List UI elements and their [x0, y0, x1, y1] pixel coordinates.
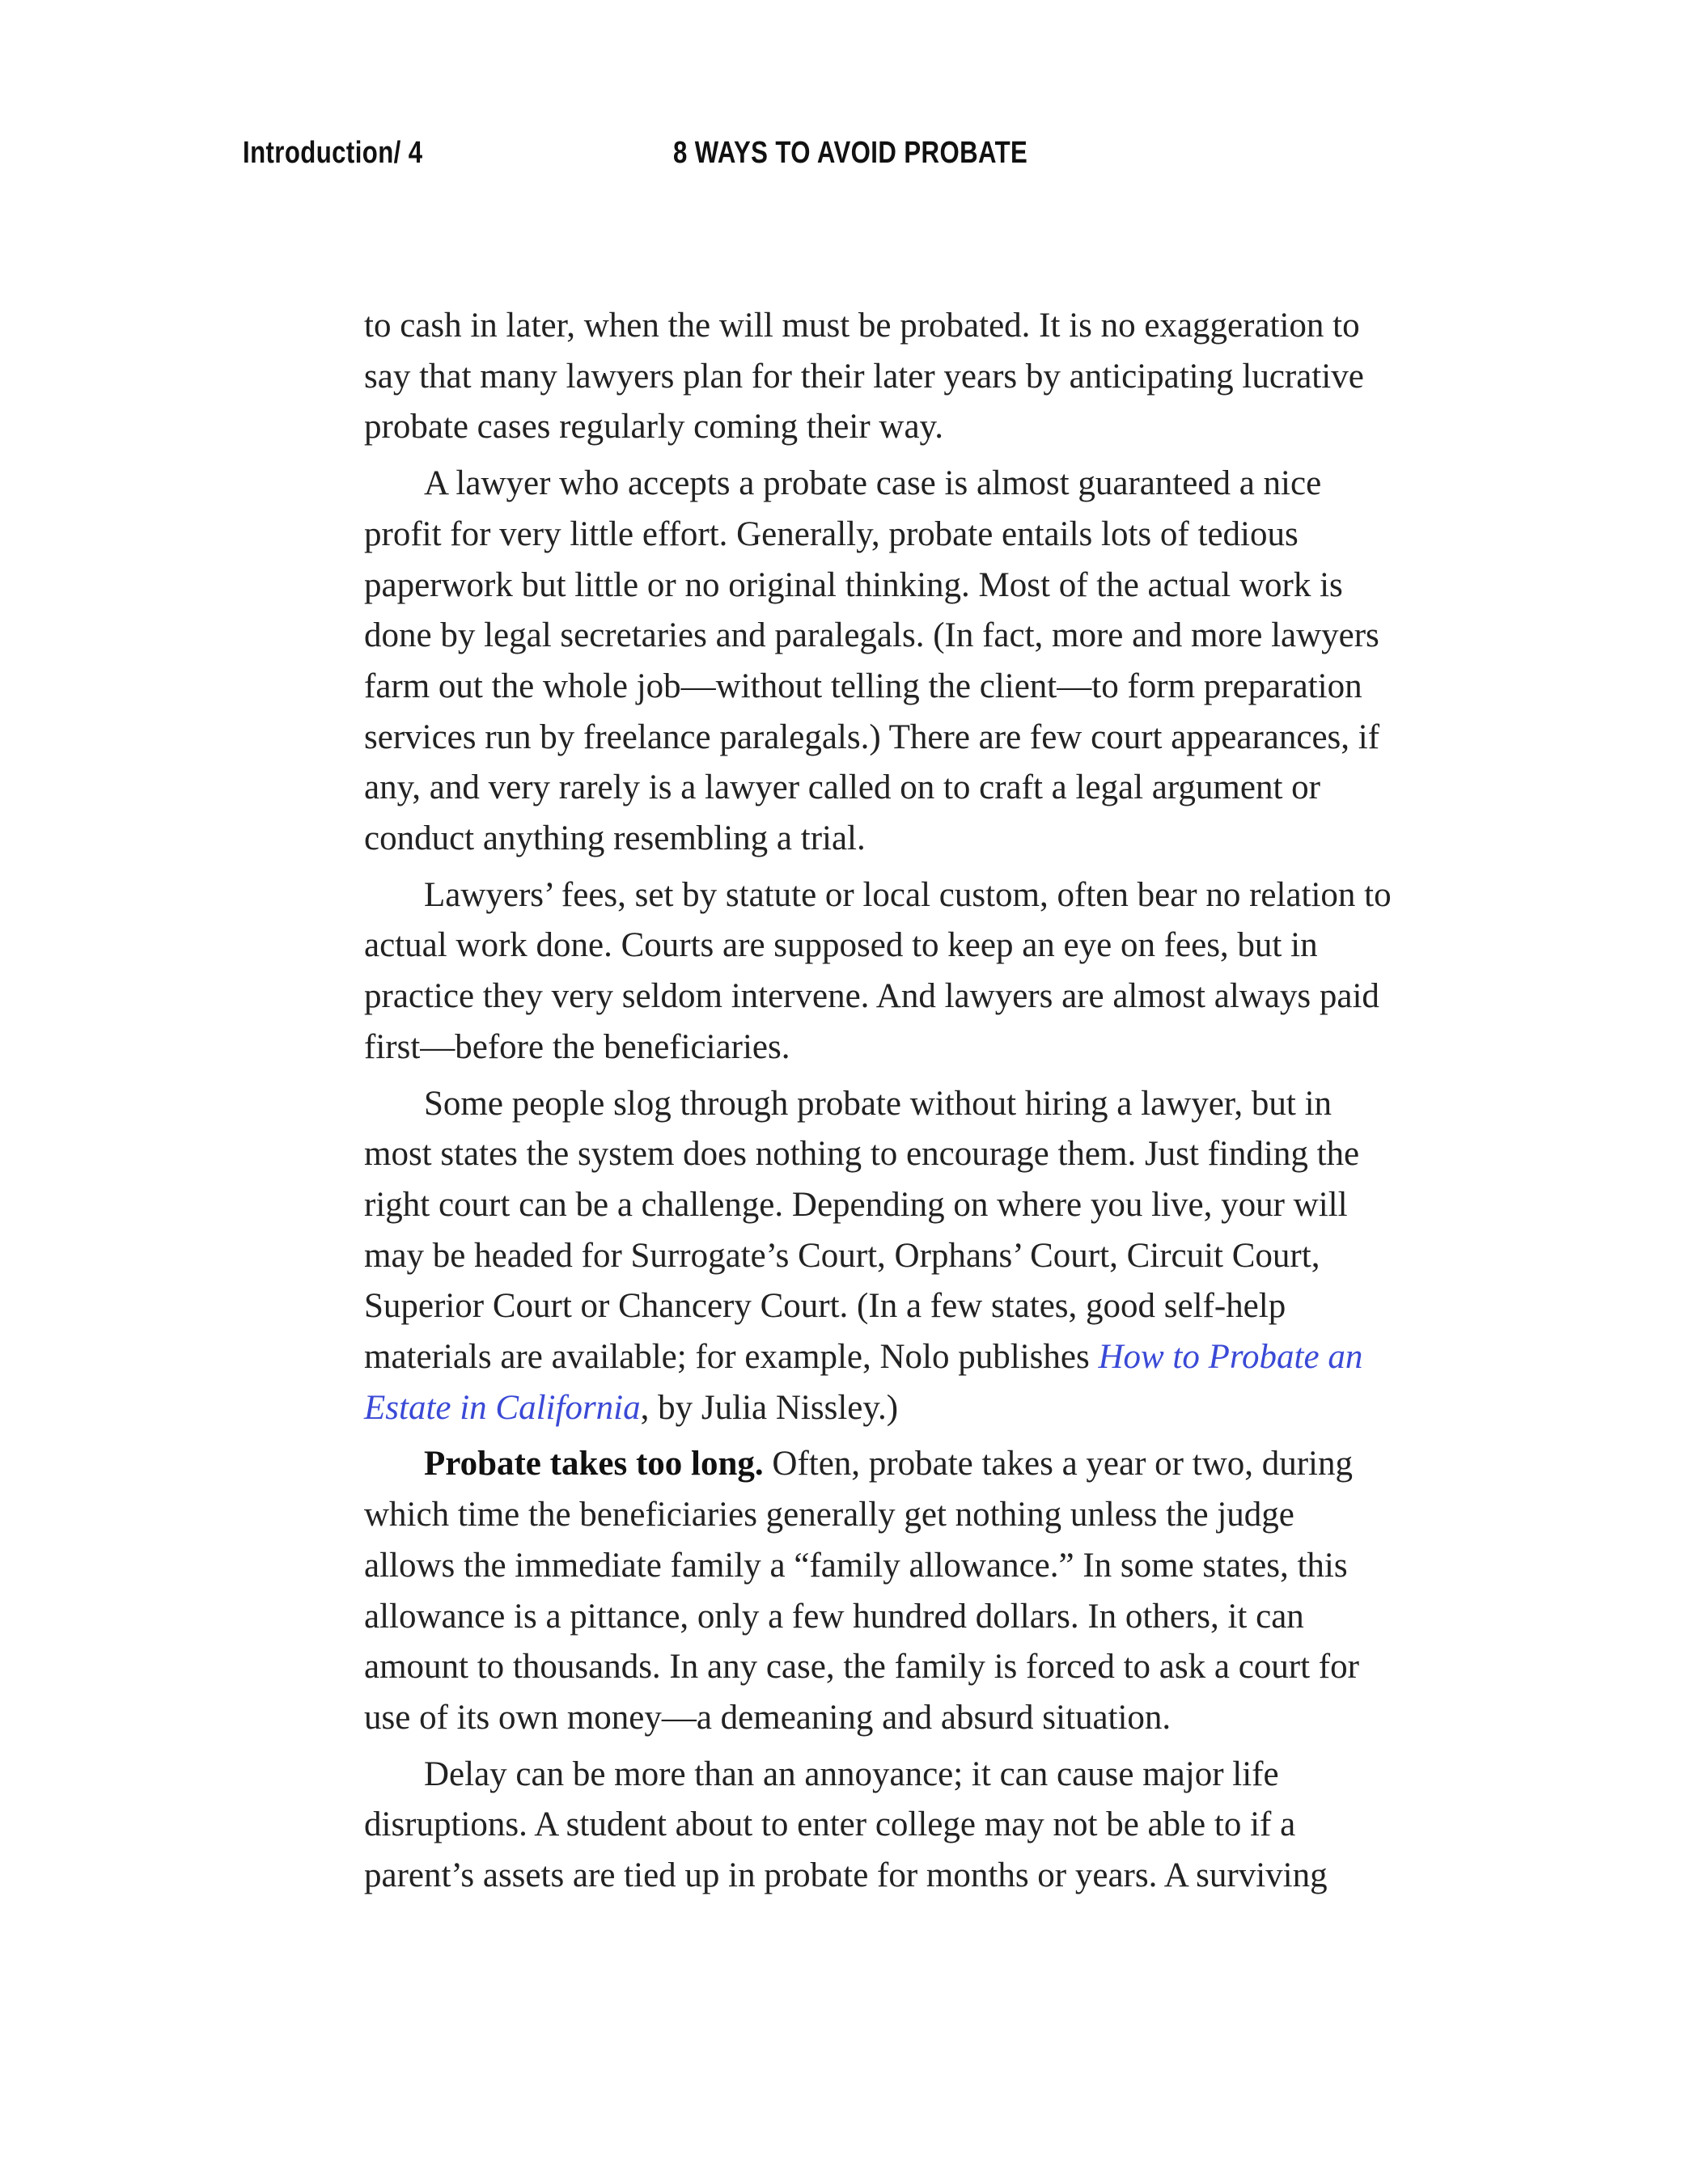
text-line-with-link	[364, 1383, 1456, 1434]
paragraph-6	[364, 1750, 1456, 1902]
text-line-with-lead	[364, 1439, 1456, 1490]
book-title: 8 WAYS TO AVOID PROBATE	[673, 136, 1028, 170]
text-line: farm out the whole job—without telling the client—to form preparation	[364, 667, 1362, 705]
text-line: most states the system does nothing to encourage them. Just finding the	[364, 1135, 1360, 1174]
text-line: Superior Court or Chancery Court. (In a few states, good self-help	[364, 1287, 1286, 1326]
section-page-label: Introduction/ 4	[243, 136, 423, 170]
text-fragment: Often, probate takes a year or two, during	[763, 1445, 1353, 1484]
body-text	[364, 301, 1456, 1907]
text-line: probate cases regularly coming their way.	[364, 408, 943, 447]
text-line: Lawyers’ fees, set by statute or local custom, often bear no relation to	[424, 875, 1392, 914]
paragraph-5	[364, 1439, 1456, 1743]
text-line: conduct anything resembling a trial.	[364, 819, 866, 858]
text-line: done by legal secretaries and paralegals. (In fact, more and more lawyers	[364, 616, 1379, 655]
paragraph-2	[364, 459, 1456, 865]
text-fragment: , by Julia Nissley.)	[640, 1388, 899, 1427]
text-line: Delay can be more than an annoyance; it can cause major life	[424, 1754, 1279, 1793]
book-title-link[interactable]: How to Probate an	[1098, 1338, 1363, 1377]
text-line: use of its own money—a demeaning and absurd situation.	[364, 1698, 1172, 1737]
text-fragment: materials are available; for example, Nolo publishes	[364, 1338, 1099, 1377]
text-line-with-link	[364, 1332, 1456, 1383]
text-line: say that many lawyers plan for their later years by anticipating lucrative	[364, 357, 1364, 396]
text-line: amount to thousands. In any case, the family is forced to ask a court for	[364, 1648, 1359, 1687]
text-line: disruptions. A student about to enter college may not be able to if a	[364, 1805, 1296, 1844]
paragraph-1	[364, 301, 1456, 453]
text-line: may be headed for Surrogate’s Court, Orphans’ Court, Circuit Court,	[364, 1236, 1320, 1275]
text-line: parent’s assets are tied up in probate for months or years. A surviving	[364, 1856, 1328, 1895]
book-title-link-continued[interactable]: Estate in California	[364, 1388, 641, 1427]
text-line: practice they very seldom intervene. And lawyers are almost always paid	[364, 977, 1379, 1016]
paragraph-3	[364, 870, 1456, 1073]
text-line: services run by freelance paralegals.) There are few court appearances, if	[364, 717, 1380, 756]
text-line: allowance is a pittance, only a few hundred dollars. In others, it can	[364, 1597, 1304, 1636]
lead-in-heading: Probate takes too long.	[424, 1445, 764, 1484]
text-line: any, and very rarely is a lawyer called on to craft a legal argument or	[364, 768, 1320, 807]
running-head	[0, 136, 1699, 184]
text-line: profit for very little effort. Generally, probate entails lots of tedious	[364, 514, 1299, 553]
text-line: paperwork but little or no original thinking. Most of the actual work is	[364, 565, 1343, 604]
text-line: first—before the beneficiaries.	[364, 1027, 790, 1066]
text-line: which time the beneficiaries generally get nothing unless the judge	[364, 1496, 1294, 1534]
text-line: right court can be a challenge. Depending on where you live, your will	[364, 1185, 1348, 1224]
paragraph-4	[364, 1079, 1456, 1434]
text-line: to cash in later, when the will must be probated. It is no exaggeration to	[364, 307, 1360, 345]
text-line: allows the immediate family a “family allowance.” In some states, this	[364, 1546, 1348, 1585]
text-line: A lawyer who accepts a probate case is almost guaranteed a nice	[424, 464, 1322, 503]
text-line: Some people slog through probate without hiring a lawyer, but in	[424, 1084, 1333, 1123]
text-line: actual work done. Courts are supposed to keep an eye on fees, but in	[364, 926, 1318, 965]
